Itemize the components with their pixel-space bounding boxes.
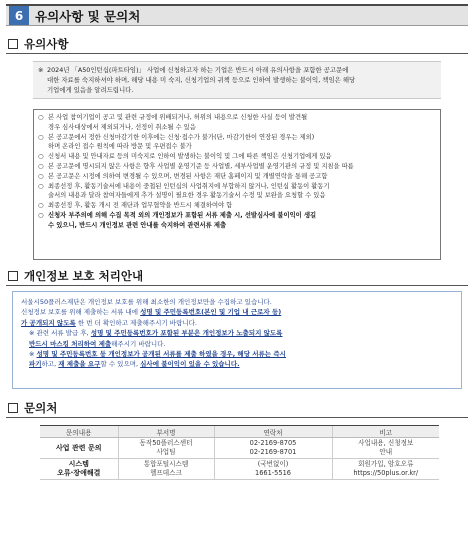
note-line: 기업에게 있음을 알려드립니다.: [47, 86, 134, 94]
column-header: 부서명: [118, 426, 214, 438]
square-bullet-icon: [8, 39, 18, 49]
contact-topic: 사업 관련 문의: [40, 438, 118, 459]
contact-note: 회원가입, 암호오류 https://50plus.or.kr/: [332, 459, 439, 480]
notice-divider: [6, 53, 468, 54]
table-header-row: [40, 426, 439, 438]
section-header: [6, 4, 468, 26]
square-bullet-icon: [8, 403, 18, 413]
table-row: [40, 438, 439, 459]
square-bullet-icon: [8, 271, 18, 281]
privacy-divider: [6, 285, 468, 286]
privacy-line: 반드시 마스킹 처리하여 제출해주시기 바랍니다.: [29, 339, 166, 348]
list-item: ○ 최종선정 후, 활동 개시 전 재단과 업무협약을 반드시 체결하여야 함: [38, 202, 233, 210]
contact-phone: (국번없이) 1661-5516: [214, 459, 332, 480]
notice-title: 유의사항: [24, 37, 69, 51]
note-mark: ※: [38, 66, 44, 74]
section-title: 유의사항 및 문의처: [35, 8, 141, 24]
list-item: ○ 최종선정 후, 활동기술서에 내용이 중첩된 인턴십의 사업취지에 부합하지 않거나, 인턴십 활동이 활동기 술서의 내용과 달라 참여자들에게 추가 설명이 필요한 경우 활동기술서 수정 및 보완을 요청할 수 있음: [38, 182, 330, 200]
contact-dept: 동작50플러스센터 사업팀: [118, 438, 214, 459]
list-item: ○ 본 공고문에 명시되지 않은 사항은 향후 사업별 운영기준 등 사업별, 세부사업별 운영기관의 규정 및 지침을 따름: [38, 162, 354, 170]
privacy-heading: [8, 268, 143, 284]
privacy-notice-box: [12, 291, 462, 389]
privacy-line: 가 공개되지 않도록 한 번 더 확인하고 제출해주시기 바랍니다.: [21, 318, 197, 327]
column-header: 연락처: [214, 426, 332, 438]
note-line: 대한 자료를 숙지하셔야 하며, 해당 내용 미 숙지, 신청기업의 귀책 등으로 인하여 발생하는 불이익, 책임은 해당: [47, 76, 356, 84]
privacy-title: 개인정보 보호 처리안내: [24, 269, 144, 283]
privacy-line: 서울시50플러스재단은 개인정보 보호를 위해 최소한의 개인정보만을 수집하고 있습니다.: [21, 298, 272, 306]
contact-table: [40, 425, 439, 480]
notice-note-box: [33, 61, 441, 99]
privacy-line: 파기하고, 재 제출을 요구할 수 있으며, 심사에 불이익이 있을 수 있습니다.: [29, 360, 240, 369]
contact-divider: [6, 417, 468, 418]
notice-heading: [8, 36, 68, 52]
contact-note: 사업내용, 신청정보 안내: [332, 438, 439, 459]
list-item: ○ 본 사업 참여기업이 공고 및 관련 규정에 위배되거나, 허위의 내용으로 신청한 사실 등이 발견될 경우 심사대상에서 제외되거나, 선정이 취소될 수 있음: [38, 114, 308, 131]
privacy-line: ※ 관련 서류 발급 후, 성명 및 주민등록번호가 포함된 부분은 개인정보가 노출되지 않도록: [29, 329, 283, 338]
notice-list: [33, 109, 441, 260]
privacy-line: ※ 성명 및 주민등록번호 등 개인정보가 공개된 서류를 제출 하였을 경우, 해당 서류는 즉시: [29, 350, 286, 359]
list-item: ○ 본 공고문에서 정한 신청마감기한 이후에는 신청·접수가 불가(단, 마감기한이 연장된 경우는 제외) 하며 온라인 접수 원칙에 따라 방문 및 우편접수 불가: [38, 133, 315, 151]
contact-phone: 02-2169-8705 02-2169-8701: [214, 438, 332, 459]
contact-dept: 통합포털시스템 헬프데스크: [118, 459, 214, 480]
section-number: 6: [9, 6, 29, 25]
contact-topic: 시스템 오류·장애해결: [40, 459, 118, 480]
list-item: ○ 신청서 내용 및 안내자료 등의 미숙지로 인하여 발생하는 불이익 및 그에 따른 책임은 신청기업에게 있음: [38, 153, 332, 161]
list-item-important: ○ 신청자 부주의에 의해 수집 목적 외의 개인정보가 포함된 서류 제출 시, 선발심사에 불이익이 생길 수 있으니, 반드시 개인정보 관련 안내를 숙지하여 관련서류 제출: [38, 211, 317, 229]
column-header: 비고: [332, 426, 439, 438]
list-item: ○ 본 공고문은 시정에 의하여 변경될 수 있으며, 변경된 사항은 재단 홈페이지 및 개별연락을 통해 공고함: [38, 172, 328, 180]
contact-heading: [8, 400, 57, 416]
homepage-link[interactable]: https://50plus.or.kr/: [353, 469, 419, 477]
table-row: [40, 459, 439, 480]
contact-title: 문의처: [24, 401, 58, 415]
column-header: 문의내용: [40, 426, 118, 438]
privacy-line: 신청정보 보호를 위해 제출하는 서류 내에 성명 및 주민등록번호(본인 및 기업 내 근로자 등): [21, 308, 282, 317]
note-line: 2024년 「A50인턴십(파트타임)」 사업에 신청하고자 하는 기업은 반드시 아래 유의사항을 포함한 공고문에: [47, 66, 349, 74]
